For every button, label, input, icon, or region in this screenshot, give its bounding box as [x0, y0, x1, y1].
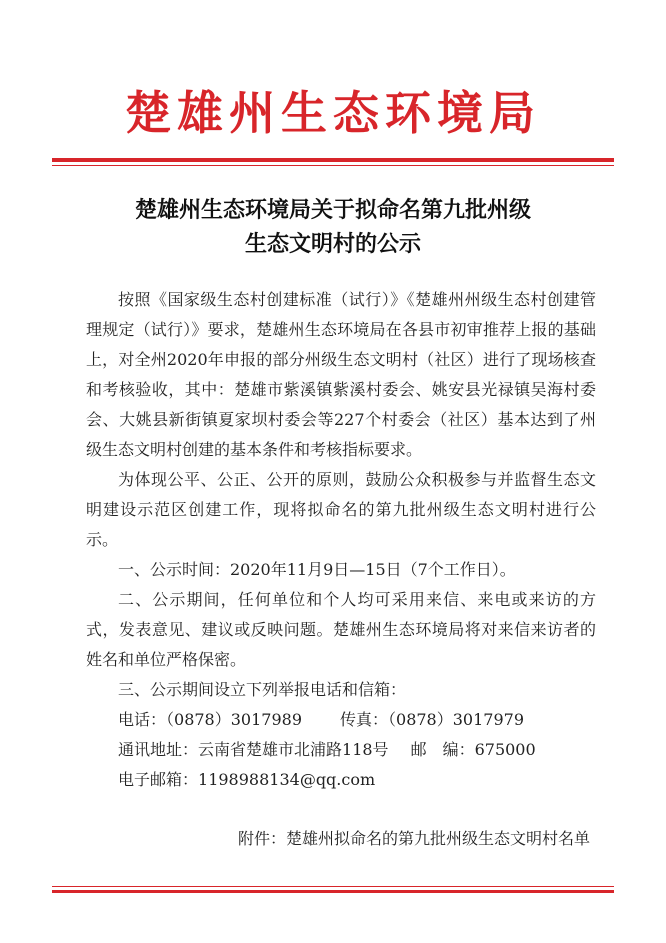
body-paragraph-2: 为体现公平、公正、公开的原则，鼓励公众积极参与并监督生态文明建设示范区创建工作，现将拟命名的第九批州级生态文明村进行公示。 — [86, 470, 596, 549]
footer-rule-thick — [52, 890, 614, 893]
attachment-line — [238, 824, 590, 854]
address-label: 通讯地址： — [118, 740, 199, 759]
body-paragraph-1: 按照《国家级生态村创建标准（试行）》《楚雄州州级生态村创建管理规定（试行）》要求，楚雄州生态环境局在各县市初审推荐上报的基础上，对全州2020年申报的部分州级生态文明村（社区）进行了现场核查和考核验收，其中：楚雄市紫溪镇紫溪村委会、姚安县光禄镇吴海村委会、大姚县新街镇夏家坝村委会等227个村委会（社区）基本达到了州级生态文明村创建的基本条件和考核指标要求。 — [86, 290, 596, 459]
notice-item-2: 二、公示期间，任何单位和个人均可采用来信、来电或来访的方式，发表意见、建议或反映问题。楚雄州生态环境局将对来信来访者的姓名和单位严格保密。 — [86, 590, 596, 669]
address-value: 云南省楚雄市北浦路118号 — [198, 740, 389, 759]
document-title-line-1: 楚雄州生态环境局关于拟命名第九批州级 — [134, 198, 531, 223]
contact-email-line — [86, 765, 596, 795]
contact-address-line — [86, 735, 596, 765]
notice-item-1: 一、公示时间：2020年11月9日—15日（7个工作日）。 — [118, 560, 516, 579]
header-rule-thin — [52, 165, 614, 166]
attachment-value: 楚雄州拟命名的第九批州级生态文明村名单 — [286, 829, 591, 848]
attachment-label: 附件： — [238, 829, 287, 848]
email-label: 电子邮箱： — [118, 770, 199, 789]
header-rule-thick — [52, 158, 614, 162]
fax-value: （0878）3017979 — [388, 710, 524, 729]
document-body — [86, 285, 596, 795]
footer-rule-thin — [52, 886, 614, 887]
email-value[interactable]: 1198988134@qq.com — [198, 770, 376, 789]
postcode-label: 邮 编： — [410, 740, 475, 759]
document-title-line-2: 生态文明村的公示 — [244, 232, 421, 257]
fax-label: 传真： — [340, 710, 389, 729]
notice-item-3: 三、公示期间设立下列举报电话和信箱： — [118, 680, 407, 699]
document-header-org-name: 楚雄州生态环境局 — [125, 86, 541, 140]
contact-phone-fax-line — [86, 705, 596, 735]
phone-label: 电话： — [118, 710, 167, 729]
phone-value: （0878）3017989 — [166, 710, 302, 729]
postcode-value: 675000 — [474, 740, 536, 759]
